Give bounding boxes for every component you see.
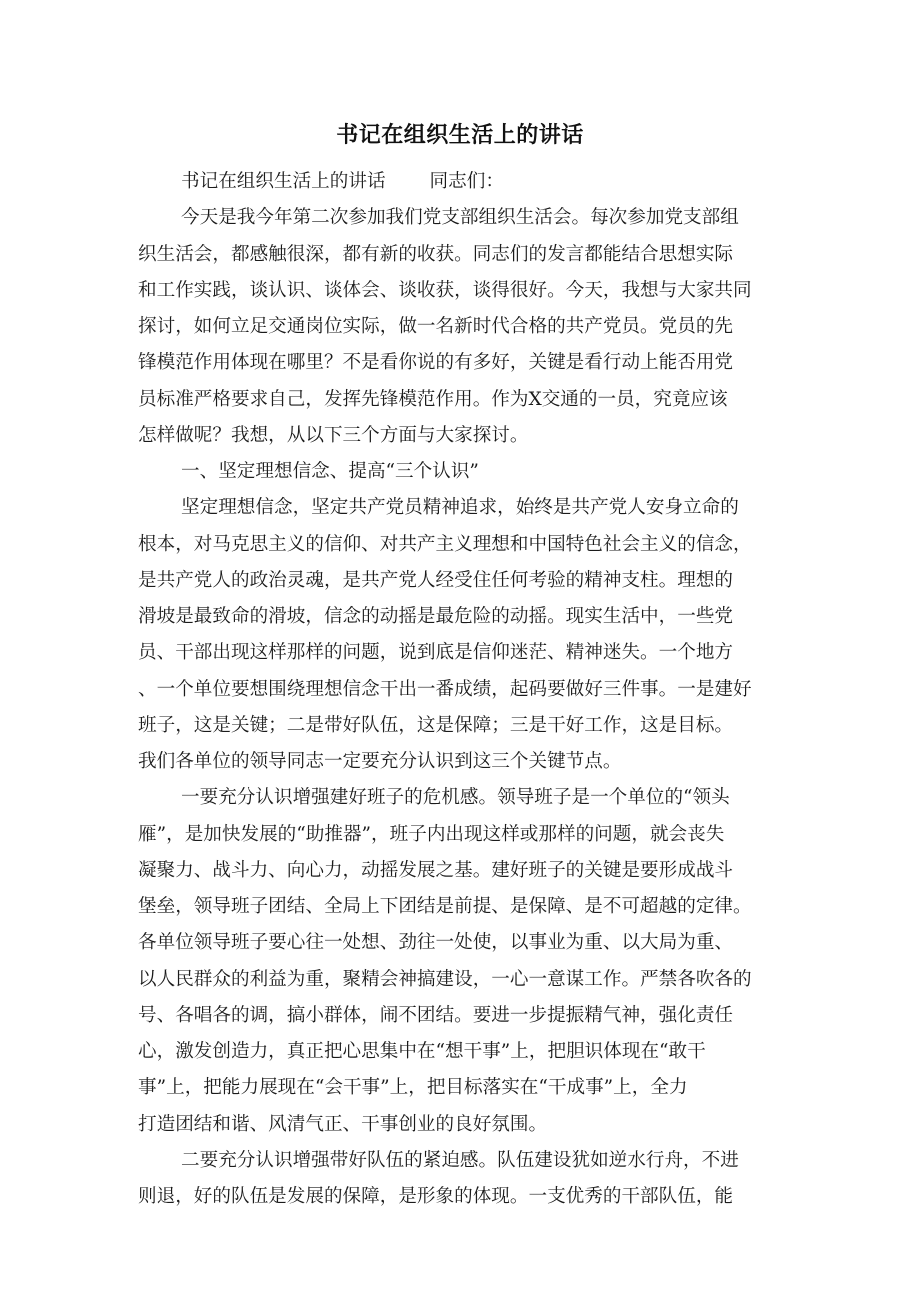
body-text-line: 锋模范作用体现在哪里？不是看你说的有多好，关键是看行动上能否用党 (138, 352, 734, 374)
salutation: 同志们： (429, 171, 504, 192)
body-text-line: 员、干部出现这样那样的问题，说到底是信仰迷茫、精神迷失。一个地方 (138, 642, 734, 664)
body-text-line: 和工作实践，谈认识、谈体会、谈收获，谈得很好。今天，我想与大家共同 (138, 279, 752, 301)
body-text-line: 、一个单位要想围绕理想信念干出一番成绩，起码要做好三件事。一是建好 (138, 678, 752, 700)
body-text-line: 班子，这是关键；二是带好队伍，这是保障；三是干好工作，这是目标。 (138, 714, 734, 736)
body-text-line: 打造团结和谐、风清气正、干事创业的良好氛围。 (138, 1113, 548, 1135)
document-title: 书记在组织生活上的讲话 (336, 123, 584, 148)
body-text-line: 今天是我今年第二次参加我们党支部组织生活会。每次参加党支部组 (181, 207, 739, 229)
body-text-line: 滑坡是最致命的滑坡，信念的动摇是最危险的动摇。现实生活中，一些党 (138, 606, 734, 627)
body-text-line: 心，激发创造力，真正把心思集中在“想干事”上，把胆识体现在“敢干 (138, 1041, 706, 1062)
body-text-line: 事”上，把能力展现在“会干事”上，把目标落实在“干成事”上，全力 (138, 1077, 688, 1099)
body-text-line: 我们各单位的领导同志一定要充分认识到这三个关键节点。 (138, 751, 622, 772)
body-text-line: 一、坚定理想信念、提高“三个认识” (181, 461, 479, 482)
body-text-line: 员标准严格要求自己，发挥先锋模范作用。作为X交通的一员，究竟应该 (138, 388, 728, 410)
body-text-line: 雁”，是加快发展的“助推器”，班子内出现这样或那样的问题，就会丧失 (138, 823, 725, 845)
document-body (138, 164, 788, 1215)
body-text-line: 以人民群众的利益为重，聚精会神搞建设，一心一意谋工作。严禁各吹各的 (138, 968, 752, 990)
body-text-line: 则退，好的队伍是发展的保障，是形象的体现。一支优秀的干部队伍，能 (138, 1186, 734, 1207)
body-text-line: 坚定理想信念，坚定共产党员精神追求，始终是共产党人安身立命的 (181, 497, 739, 519)
body-text-line: 堡垒，领导班子团结、全局上下团结是前提、是保障、是不可超越的定律。 (138, 896, 752, 917)
body-text-line: 织生活会，都感触很深，都有新的收获。同志们的发言都能结合思想实际 (138, 243, 734, 265)
body-text-line: 探讨，如何立足交通岗位实际，做一名新时代合格的共产党员。党员的先 (138, 316, 734, 337)
body-text-line: 各单位领导班子要心往一处想、劲往一处使，以事业为重、以大局为重、 (138, 932, 734, 954)
body-text-line: 号、各唱各的调，搞小群体，闹不团结。要进一步提振精气神，强化责任 (138, 1004, 734, 1026)
body-text-line: 凝聚力、战斗力、向心力，动摇发展之基。建好班子的关键是要形成战斗 (138, 859, 734, 881)
intro-repeat-title: 书记在组织生活上的讲话 (181, 171, 386, 192)
body-text-line: 二要充分认识增强带好队伍的紧迫感。队伍建设犹如逆水行舟，不进 (181, 1149, 739, 1171)
body-text-line: 一要充分认识增强建好班子的危机感。领导班子是一个单位的“领头 (181, 787, 730, 809)
intro-line (138, 164, 788, 200)
body-text-line: 根本，对马克思主义的信仰、对共产主义理想和中国特色社会主义的信念， (138, 533, 752, 555)
body-text-line: 是共产党人的政治灵魂，是共产党人经受住任何考验的精神支柱。理想的 (138, 569, 734, 591)
body-text-line: 怎样做呢？我想，从以下三个方面与大家探讨。 (138, 424, 529, 446)
